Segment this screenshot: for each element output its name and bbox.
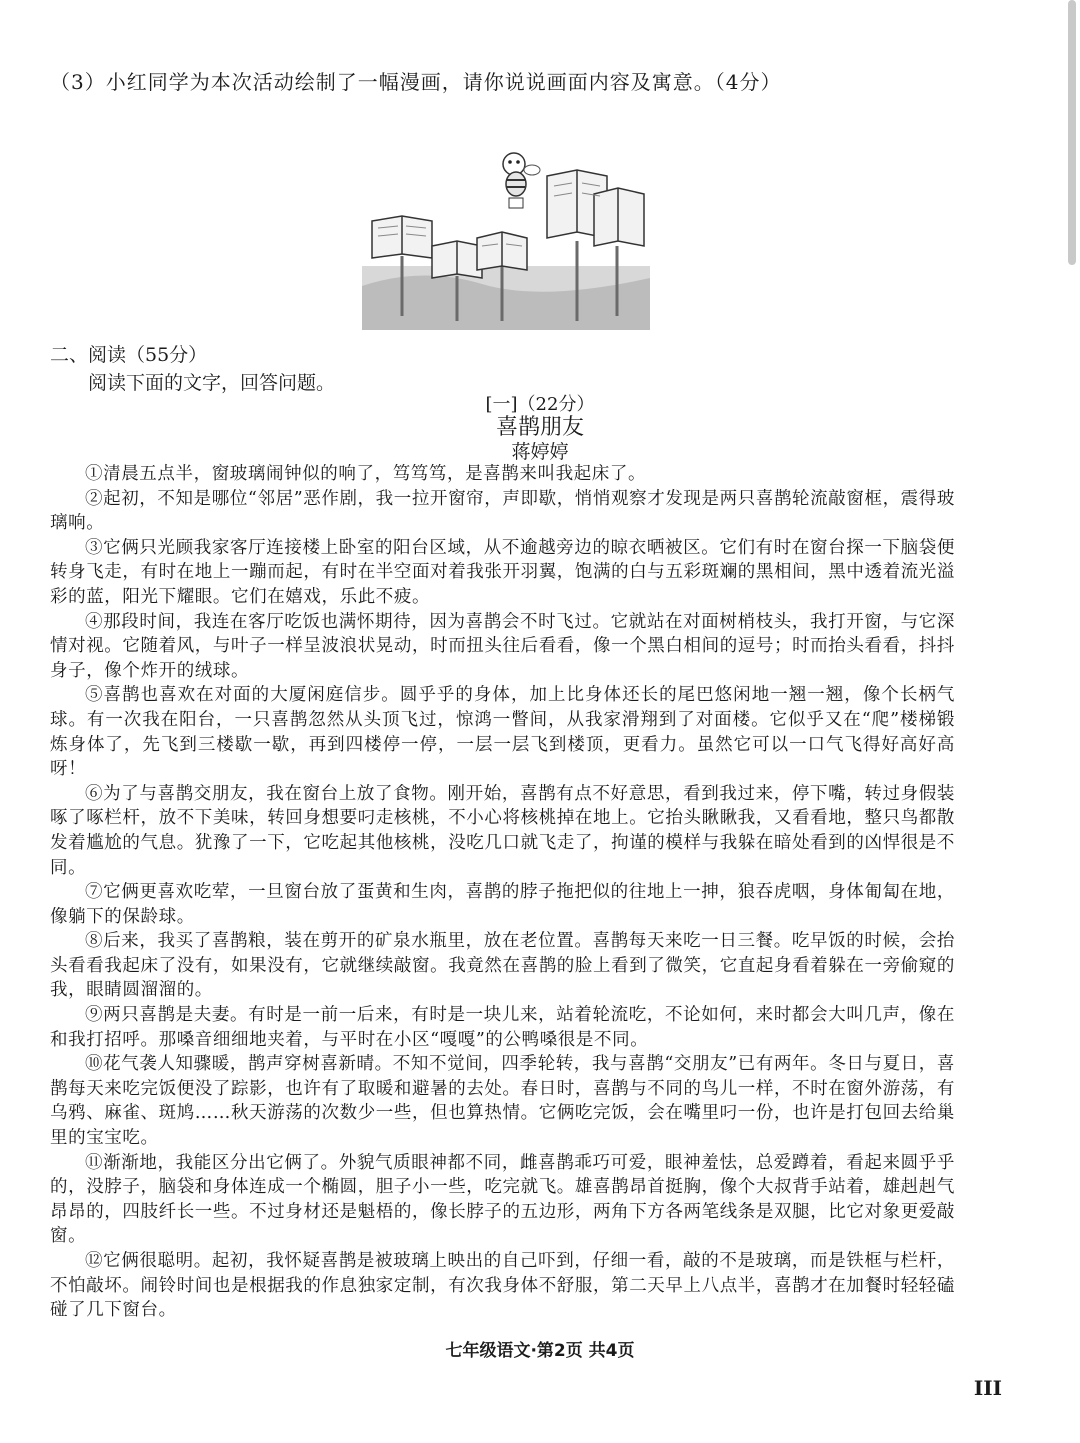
paragraph: ⑧后来，我买了喜鹊粮，装在剪开的矿泉水瓶里，放在老位置。喜鹊每天来吃一日三餐。吃早饭的时候，会抬头看看我起床了没有，如果没有，它就继续敲窗。我竟然在喜鹊的脸上看到了微笑，它直起身看着躲在一旁偷窥的我，眼睛圆溜溜的。 [50, 931, 955, 1001]
paragraph: ⑥为了与喜鹊交朋友，我在窗台上放了食物。刚开始，喜鹊有点不好意思，看到我过来，停下嘴，转过身假装啄了啄栏杆，放不下美味，转回身想要叼走核桃，不小心将核桃掉在地上。它抬头瞅瞅我，又看看地，整只鸟都散发着尴尬的气息。犹豫了一下，它吃起其他核桃，没吃几口就飞走了，拘谨的模样与我躲在暗处看到的凶悍很是不同。 [50, 783, 955, 878]
paragraph: ②起初，不知是哪位“邻居”恶作剧，我一拉开窗帘，声即歇，悄悄观察才发现是两只喜鹊轮流敲窗框，震得玻璃响。 [50, 488, 955, 534]
scrollbar[interactable] [1068, 0, 1076, 265]
paragraph: ④那段时间，我连在客厅吃饭也满怀期待，因为喜鹊会不时飞过。它就站在对面树梢枝头，我打开窗，与它深情对视。它随着风，与叶子一样呈波浪状晃动，时而扭头往后看看，像一个黑白相间的逗号；时而抬头看看，抖抖身子，像个炸开的绒球。 [50, 611, 955, 681]
paragraph: ⑩花气袭人知骤暖，鹊声穿树喜新晴。不知不觉间，四季轮转，我与喜鹊“交朋友”已有两年。冬日与夏日，喜鹊每天来吃完饭便没了踪影，也许有了取暖和避暑的去处。春日时，喜鹊与不同的鸟儿一样，不时在窗外游荡，有乌鸦、麻雀、斑鸠……秋天游荡的次数少一些，但也算热情。它俩吃完饭，会在嘴里叼一份，也许是打包回去给巢里的宝宝吃。 [50, 1054, 955, 1149]
passage-part: [一]（22分） [485, 394, 595, 415]
paragraph: ⑦它俩更喜欢吃荤，一旦窗台放了蛋黄和生肉，喜鹊的脖子拖把似的往地上一抻，狼吞虎咽，身体匍匐在地，像躺下的保龄球。 [50, 882, 955, 927]
question-3: （3）小红同学为本次活动绘制了一幅漫画，请你说说画面内容及寓意。（4分） [50, 70, 782, 94]
corner-mark: III [973, 1376, 1002, 1400]
paragraph: ③它俩只光顾我家客厅连接楼上卧室的阳台区域，从不逾越旁边的晾衣晒被区。它们有时在窗台探一下脑袋便转身飞走，有时在地上一蹦而起，有时在半空面对着我张开羽翼，饱满的白与五彩斑斓的黑相间，黑中透着流光溢彩的蓝，阳光下耀眼。它们在嬉戏，乐此不疲。 [50, 537, 955, 607]
section-instruction: 阅读下面的文字，回答问题。 [88, 372, 336, 394]
passage-author: 蒋婷婷 [511, 441, 569, 463]
paragraph: ⑨两只喜鹊是夫妻。有时是一前一后来，有时是一块儿来，站着轮流吃，不论如何，来时都会大叫几声，像在和我打招呼。那嗓音细细地夹着，与平时在小区“嘎嘎”的公鸭嗓很是不同。 [50, 1005, 955, 1050]
paragraph: ⑪渐渐地，我能区分出它俩了。外貌气质眼神都不同，雌喜鹊乖巧可爱，眼神羞怯，总爱蹲着，看起来圆乎乎的，没脖子，脑袋和身体连成一个椭圆，胆子小一些，吃完就飞。雄喜鹊昂首挺胸，像个大叔背手站着，雄赳赳气昂昂的，四肢纤长一些。不过身材还是魁梧的，像长脖子的五边形，两角下方各两笔线条是双腿，比它对象更爱敲窗。 [50, 1152, 955, 1247]
section-heading: 二、阅读（55分） [50, 344, 208, 366]
paragraph: ⑫它俩很聪明。起初，我怀疑喜鹊是被玻璃上映出的自己吓到，仔细一看，敲的不是玻璃，而是铁框与栏杆，不怕敲坏。闹铃时间也是根据我的作息独家定制，有次我身体不舒服，第二天早上八点半，喜鹊才在加餐时轻轻磕碰了几下窗台。 [50, 1251, 955, 1321]
paragraph: ⑤喜鹊也喜欢在对面的大厦闲庭信步。圆乎乎的身体，加上比身体还长的尾巴悠闲地一翘一翘，像个长柄气球。有一次我在阳台，一只喜鹊忽然从头顶飞过，惊鸿一瞥间，从我家滑翔到了对面楼。它似乎又在“爬”楼梯锻炼身体了，先飞到三楼歇一歇，再到四楼停一停，一层一层飞到楼顶，更看力。虽然它可以一口气飞得好高好高呀！ [50, 685, 955, 780]
passage-title: 喜鹊朋友 [495, 415, 584, 440]
paragraph: ①清晨五点半，窗玻璃闹钟似的响了，笃笃笃，是喜鹊来叫我起床了。 [85, 464, 647, 484]
cartoon-illustration [362, 146, 650, 330]
page-footer: 七年级语文·第2页 共4页 [445, 1341, 635, 1361]
passage-body [50, 462, 955, 1323]
